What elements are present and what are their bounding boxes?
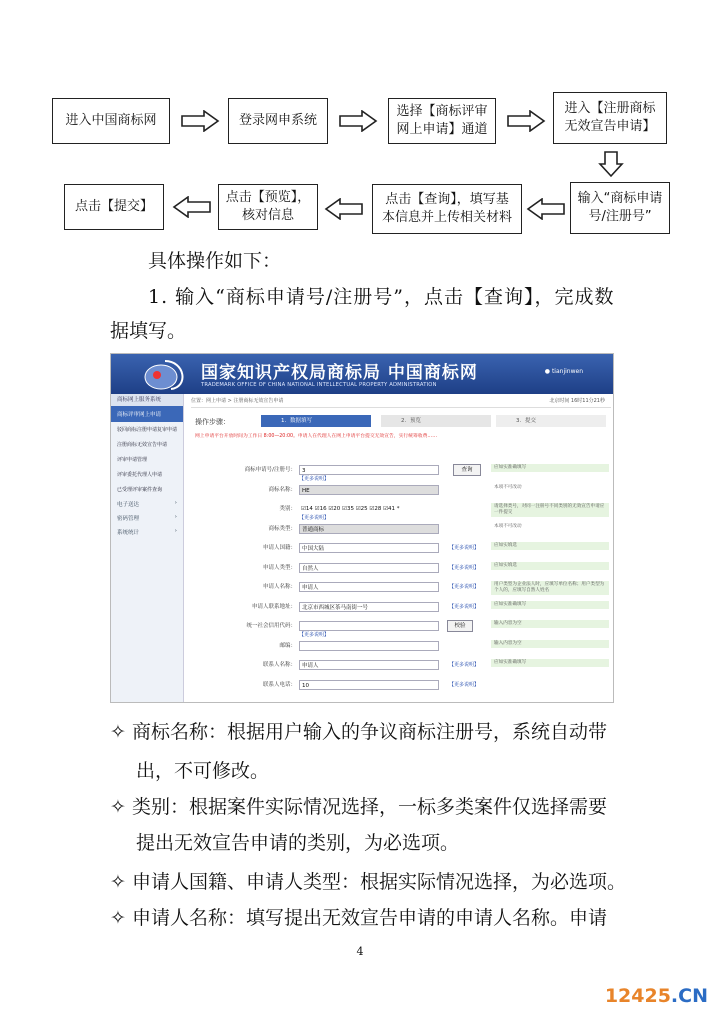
flow-step-5-label: 输入“商标申请号/注册号” [577, 191, 663, 224]
sidebar-group-2[interactable]: 密码管理 › [117, 514, 177, 522]
user-icon: ● [544, 368, 552, 375]
bullet-trademark-name-cont: 出，不可修改。 [136, 760, 270, 782]
site-title: 国家知识产权局商标局 中国商标网 [201, 363, 478, 383]
flow-step-8-label: 点击【提交】 [74, 199, 153, 214]
flow-step-2 [228, 98, 328, 144]
field-hint: 应如实准确填写 [491, 464, 609, 472]
form-input: HE [299, 485, 439, 495]
flow-step-4-label: 进入【注册商标无效宣告申请】 [564, 101, 656, 134]
query-button[interactable]: 查询 [453, 464, 481, 476]
emblem-logo-icon [141, 357, 193, 391]
step1-text: 1. 输入“商标申请号/注册号”，点击【查询】，完成数 [148, 286, 615, 308]
sidebar-item-5[interactable]: 已受理评审案件查询 [117, 487, 163, 493]
flow-step-5 [570, 182, 670, 234]
verify-button[interactable]: 校验 [447, 620, 473, 632]
left-arrow-icon [172, 196, 212, 218]
flow-step-6 [372, 184, 522, 234]
form-input[interactable]: 自然人 [299, 563, 439, 573]
sidebar-group-3[interactable]: 系统统计 › [117, 528, 177, 536]
more-info-link[interactable]: 【更多说明】 [449, 584, 480, 590]
sidebar-item-3[interactable]: 评审申请管理 [117, 457, 148, 463]
flow-step-4 [553, 92, 667, 144]
step-tab-2: 2．预览 [381, 415, 491, 427]
form-label: 申请人类型： [262, 564, 296, 571]
bullet-applicant-nationality: ✧ 申请人国籍、申请人类型：根据实际情况选择，为必选项。 [110, 871, 626, 893]
form-row [191, 462, 611, 482]
notice-text: 网上申请平台开放时间为工作日 8:00—20:00。申请人在代理人在网上申请平台提交无效宣告，实行统筹收费…… [195, 434, 437, 439]
more-info-link[interactable]: 【更多说明】 [449, 662, 480, 668]
field-hint: 用户类型为企业法人时，应填写单位名称；用户类型为个人的，应填写自然人姓名 [491, 581, 609, 595]
steps-label: 操作步骤： [195, 418, 230, 426]
form-label: 联系人名称： [262, 662, 296, 668]
right-arrow-icon [338, 110, 378, 132]
step-tab-3: 3．提交 [496, 415, 606, 427]
bullet-trademark-name: ✧ 商标名称：根据用户输入的争议商标注册号，系统自动带 [110, 721, 607, 743]
form-row [191, 521, 611, 537]
step-tab-1: 1．数据填写 [261, 415, 371, 427]
clock-text: 北京时间 16时11分21秒 [549, 398, 605, 404]
form-row [191, 618, 611, 638]
form-row [191, 560, 611, 576]
form-row [191, 501, 611, 521]
bullet-class-cont: 提出无效宣告申请的类别，为必选项。 [136, 832, 460, 854]
bullet-applicant-name: ✧ 申请人名称：填写提出无效宣告申请的申请人名称。申请 [110, 907, 607, 929]
watermark: 12425.CN [604, 985, 708, 1007]
form-input[interactable]: ☑14 ☑16 ☑20 ☑35 ☑25 ☑28 ☑41 * [299, 504, 449, 514]
field-hint: 应如实准确填写 [491, 659, 609, 667]
form-label: 申请人国籍： [262, 545, 296, 551]
form-label: 申请人联系地址： [251, 603, 296, 610]
more-info-link[interactable]: 【更多说明】 [299, 515, 330, 521]
flow-step-3 [388, 98, 496, 144]
flow-step-2-label: 登录网申系统 [238, 113, 317, 128]
flow-step-6-label: 点击【查询】，填写基本信息并上传相关材料 [381, 192, 512, 225]
chevron-right-icon: › [174, 514, 177, 520]
sidebar-head: 商标网上服务系统 [111, 394, 183, 406]
more-info-link[interactable]: 【更多说明】 [449, 681, 480, 688]
field-hint: 应如实填选 [491, 562, 609, 570]
flow-step-1 [52, 98, 170, 144]
form-label: 商标类型： [268, 525, 296, 532]
field-hint: 应如实填选 [491, 542, 609, 550]
field-hint: 输入内容为空 [491, 620, 609, 628]
sidebar-item-1[interactable]: 驳回商标注册申请复审申请 [117, 427, 178, 433]
more-info-link[interactable]: 【更多说明】 [449, 564, 480, 571]
form-input[interactable]: 申请人 [299, 582, 439, 592]
flow-step-7-label: 点击【预览】，核对信息 [225, 190, 311, 223]
field-hint: 应如实准确填写 [491, 601, 609, 609]
steps-panel [191, 411, 611, 457]
right-arrow-icon [506, 110, 546, 132]
form-label: 邮编： [279, 642, 296, 649]
sidebar-group-1[interactable]: 电子送达 › [117, 500, 177, 508]
sidebar-item-2[interactable]: 注册商标无效宣告申请 [117, 442, 168, 448]
breadcrumb: 位置：网上申请 > 注册商标无效宣告申请 北京时间 16时11分21秒 [191, 397, 611, 408]
form-input[interactable]: 北京市西城区茶马南街一号 [299, 602, 439, 612]
site-subtitle: TRADEMARK OFFICE OF CHINA NATIONAL INTELLECTUAL PROPERTY ADMINISTRATION [201, 382, 437, 388]
sidebar [111, 394, 184, 702]
bullet-class: ✧ 类别：根据案件实际情况选择，一标多类案件仅选择需要 [110, 796, 607, 818]
chevron-right-icon: › [174, 528, 177, 534]
more-info-link[interactable]: 【更多说明】 [299, 476, 330, 482]
user-name[interactable]: ● tianjinwen [544, 368, 583, 375]
form-input[interactable] [299, 641, 439, 651]
left-arrow-icon [324, 198, 364, 220]
field-hint: 本项不可改动 [494, 523, 522, 529]
intro-text: 具体操作如下： [148, 250, 282, 272]
form-label: 联系人电话： [262, 681, 296, 688]
form-input: 普通商标 [299, 524, 439, 534]
form-row [191, 599, 611, 615]
chevron-right-icon: › [174, 500, 177, 506]
flow-step-1-label: 进入中国商标网 [65, 113, 157, 128]
form-label: 统一社会信用代码： [246, 623, 296, 629]
form-label: 商标名称： [268, 486, 296, 493]
sidebar-item-review-online[interactable]: 商标评审网上申请 [111, 406, 183, 422]
page-number: 4 [356, 945, 364, 958]
more-info-link[interactable]: 【更多说明】 [449, 603, 480, 610]
embedded-screenshot [110, 353, 614, 703]
flow-step-7 [218, 184, 318, 230]
form-row [191, 540, 611, 556]
sidebar-item-4[interactable]: 评审委托代理人申请 [117, 472, 163, 478]
down-arrow-icon [598, 150, 624, 178]
form-row [191, 579, 611, 595]
left-arrow-icon [526, 198, 566, 220]
form-label: 类别： [279, 506, 296, 512]
more-info-link[interactable]: 【更多说明】 [299, 632, 330, 638]
field-hint: 输入内容为空 [491, 640, 609, 648]
step1-text-cont: 据填写。 [110, 320, 187, 342]
form-row [191, 638, 611, 654]
right-arrow-icon [180, 110, 220, 132]
form-input[interactable]: 3 [299, 465, 439, 475]
form-row [191, 657, 611, 673]
form-input[interactable]: 10 [299, 680, 439, 690]
form-label: 商标申请号/注册号： [244, 467, 296, 473]
field-hint: 请选择类号，对同一注册号不同类别的无效宣告申请应一件提交 [491, 503, 609, 517]
flow-step-3-label: 选择【商标评审网上申请】通道 [396, 104, 488, 137]
form-input[interactable]: 中国大陆 [299, 543, 439, 553]
form-row [191, 482, 611, 498]
flow-step-8 [64, 184, 164, 230]
field-hint: 本项不可改动 [494, 484, 522, 490]
form-label: 申请人名称： [262, 584, 296, 590]
form-input[interactable]: 申请人 [299, 660, 439, 670]
more-info-link[interactable]: 【更多说明】 [449, 545, 480, 551]
form-row [191, 677, 611, 693]
site-banner [111, 354, 613, 394]
